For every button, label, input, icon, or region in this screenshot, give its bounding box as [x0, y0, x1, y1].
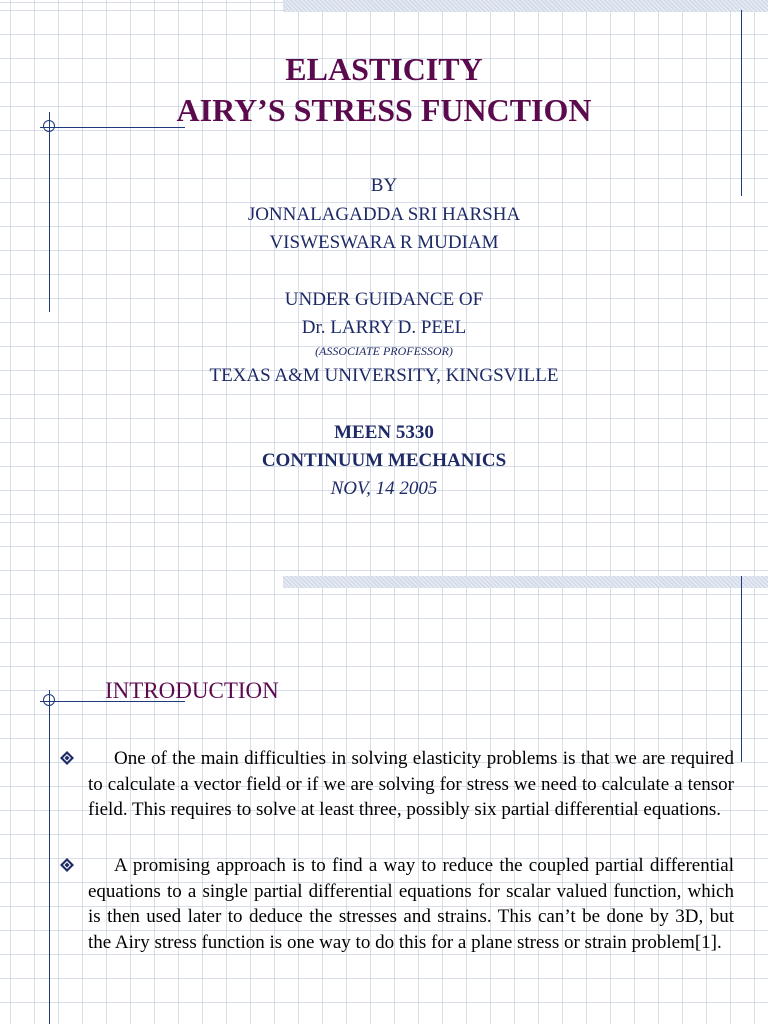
section-heading: INTRODUCTION	[105, 678, 279, 703]
diamond-bullet-icon	[60, 751, 74, 765]
bullet-item: One of the main difficulties in solving elasticity problems is that we are required to calculate a vector field or if we are solving for stress we need to calculate a tensor field. This requires to solve at least three, possibly six partial differential equations.	[88, 748, 734, 820]
author-1: JONNALAGADDA SRI HARSHA	[247, 204, 521, 225]
slide-title-line2: AIRY’S STRESS FUNCTION	[176, 92, 592, 128]
decorative-left-line	[49, 690, 50, 1024]
course-name: CONTINUUM MECHANICS	[261, 450, 507, 471]
guidance-label: UNDER GUIDANCE OF	[284, 289, 484, 310]
university-name: TEXAS A&M UNIVERSITY, KINGSVILLE	[209, 365, 559, 386]
author-2: VISWESWARA R MUDIAM	[269, 232, 499, 253]
decorative-top-bar	[283, 0, 768, 12]
presentation-date: NOV, 14 2005	[330, 478, 438, 499]
course-code: MEEN 5330	[334, 422, 434, 443]
bullet-item: A promising approach is to find a way to reduce the coupled partial differential equations to a single partial differential equations for scalar valued function, which is then used later to deduce the stresses and strains. This can’t be done by 3D, but the Airy stress function is one way to do this for a plane stress or strain problem[1].	[88, 855, 734, 953]
introduction-slide	[0, 512, 768, 1024]
circle-crosshair-icon	[43, 694, 55, 706]
slide-title-line1: ELASTICITY	[285, 51, 483, 87]
advisor-name: Dr. LARRY D. PEEL	[301, 317, 467, 338]
by-label: BY	[370, 175, 398, 196]
advisor-title: (ASSOCIATE PROFESSOR)	[315, 344, 453, 358]
diamond-bullet-icon	[60, 858, 74, 872]
decorative-top-bar	[283, 576, 768, 588]
decorative-right-line	[741, 576, 742, 762]
